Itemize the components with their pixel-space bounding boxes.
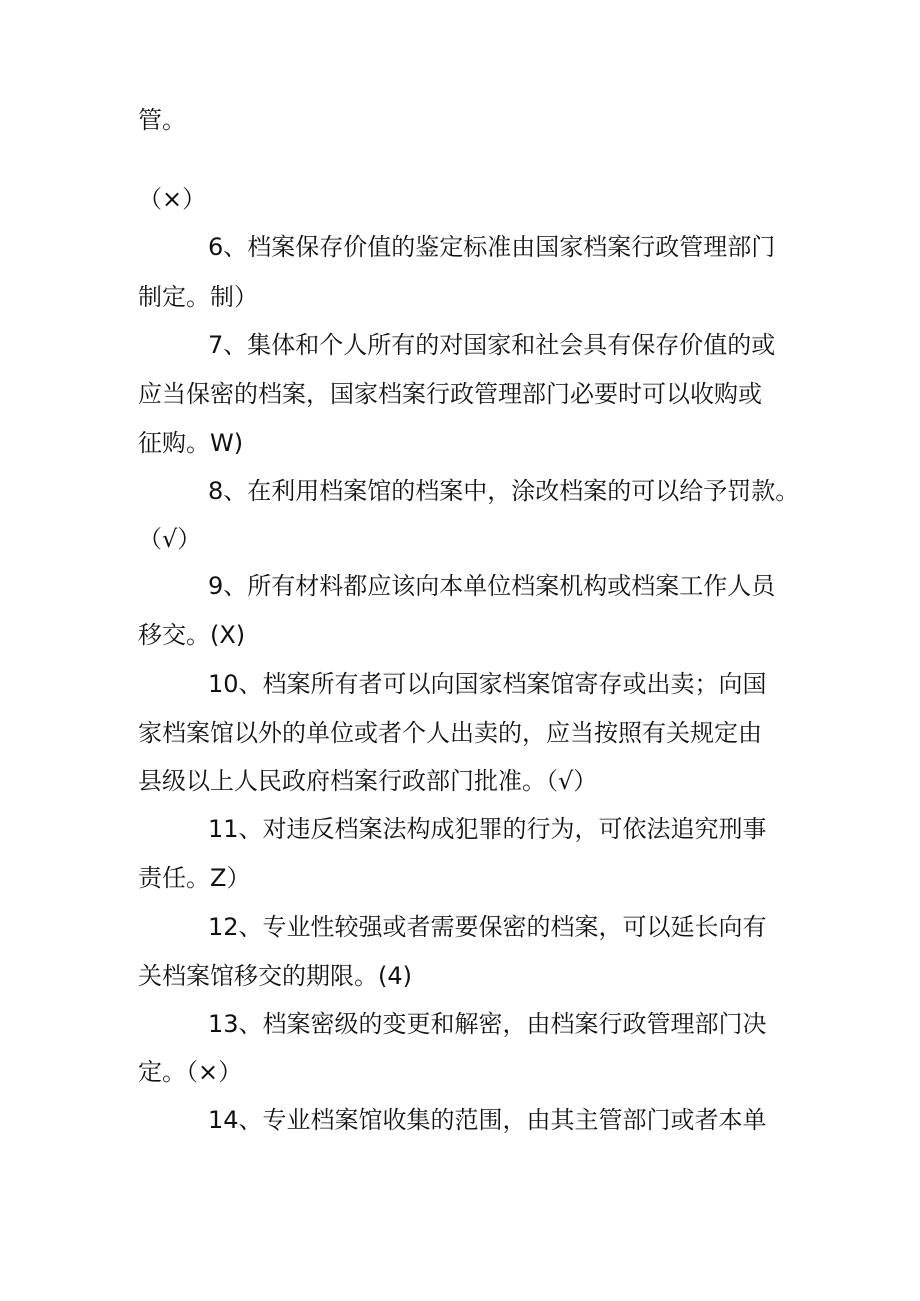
text-line: 定。（×） — [138, 1058, 243, 1086]
question-11: 11、对违反档案法构成犯罪的行为，可依法追究刑事 — [208, 815, 767, 843]
text-line: 制定。制） — [138, 283, 258, 311]
question-12: 12、专业性较强或者需要保密的档案，可以延长向有 — [208, 913, 767, 941]
question-9: 9、所有材料都应该向本单位档案机构或档案工作人员 — [208, 572, 776, 600]
text-line: 责任。Z） — [138, 864, 251, 892]
answer-mark: （×） — [138, 185, 207, 213]
question-10: 10、档案所有者可以向国家档案馆寄存或出卖；向国 — [208, 670, 767, 698]
text-line: 关档案馆移交的期限。(4) — [138, 962, 412, 990]
text-line: 征购。W) — [138, 429, 244, 457]
text-line: 管。 — [138, 106, 186, 134]
question-14: 14、专业档案馆收集的范围，由其主管部门或者本单 — [208, 1106, 767, 1134]
text-line: 家档案馆以外的单位或者个人出卖的，应当按照有关规定由 — [138, 719, 762, 747]
question-7: 7、集体和个人所有的对国家和社会具有保存价值的或 — [208, 331, 776, 359]
answer-mark: （√） — [138, 525, 202, 553]
text-line: 县级以上人民政府档案行政部门批准。（√） — [138, 767, 598, 795]
question-13: 13、档案密级的变更和解密，由档案行政管理部门决 — [208, 1010, 767, 1038]
question-6: 6、档案保存价值的鉴定标准由国家档案行政管理部门 — [208, 233, 776, 261]
text-line: 应当保密的档案，国家档案行政管理部门必要时可以收购或 — [138, 380, 762, 408]
question-8: 8、在利用档案馆的档案中，涂改档案的可以给予罚款。 — [208, 477, 800, 505]
text-line: 移交。(X) — [138, 621, 246, 649]
